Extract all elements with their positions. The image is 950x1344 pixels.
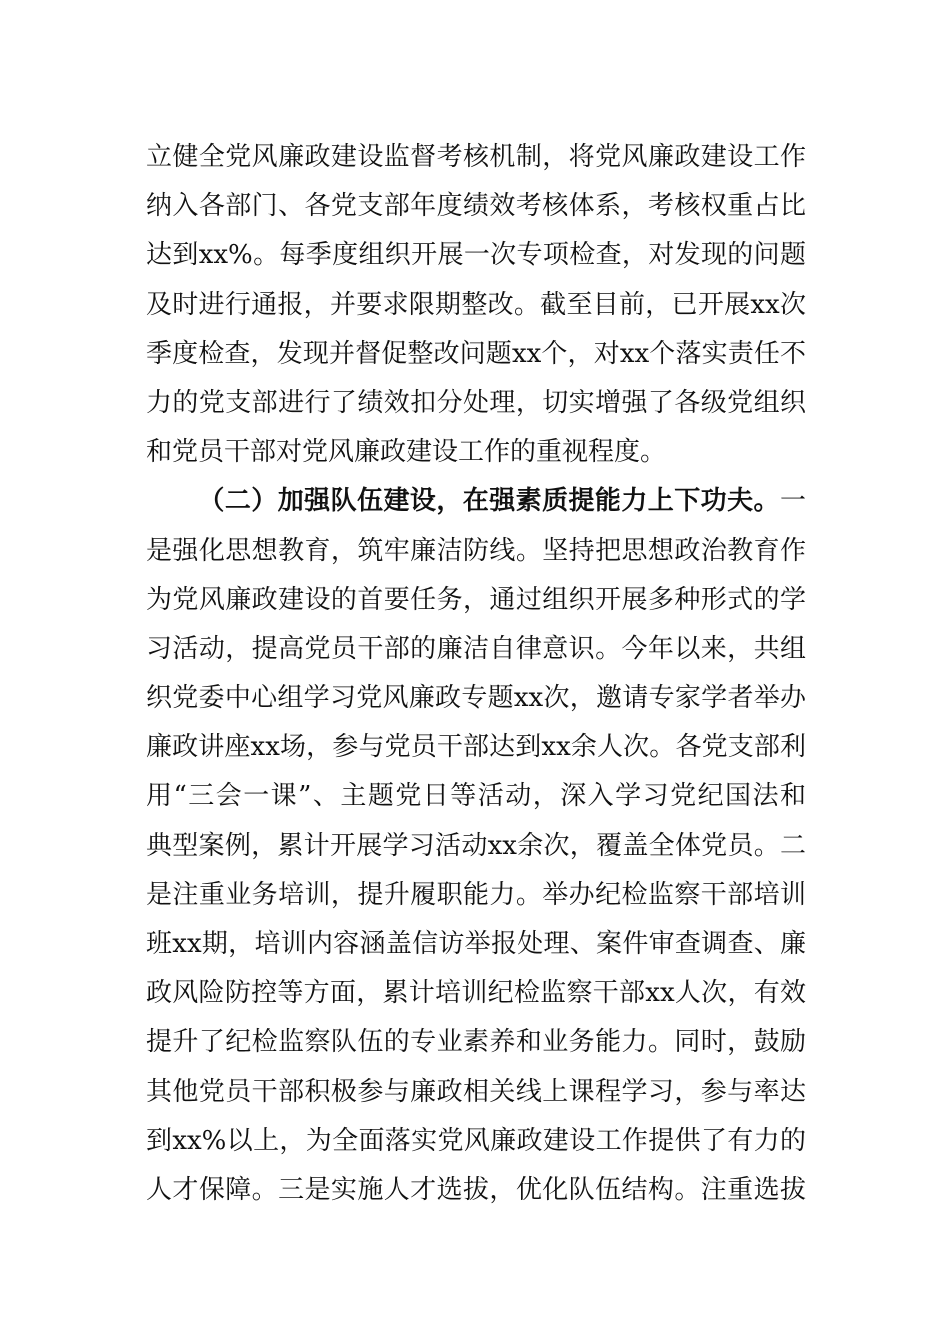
paragraph-line: 习活动，提高党员干部的廉洁自律意识。今年以来，共组 [146,633,806,664]
paragraph-line: 和党员干部对党风廉政建设工作的重视程度。 [146,437,667,468]
section-heading-tail: 一 [779,486,806,517]
paragraph-line: 政风险防控等方面，累计培训纪检监察干部xx人次，有效 [146,978,806,1009]
paragraph-line: 是注重业务培训，提升履职能力。举办纪检监察干部培训 [146,879,806,910]
paragraph-line: 季度检查，发现并督促整改问题xx个，对xx个落实责任不 [146,338,806,369]
paragraph-line: 立健全党风廉政建设监督考核机制，将党风廉政建设工作 [146,142,806,172]
section-heading-line [146,477,806,526]
paragraph-line: 廉政讲座xx场，参与党员干部达到xx余人次。各党支部利 [146,732,806,763]
paragraph-line: 典型案例，累计开展学习活动xx余次，覆盖全体党员。二 [146,830,806,861]
paragraph-line: 力的党支部进行了绩效扣分处理，切实增强了各级党组织 [146,387,806,418]
paragraph-line: 及时进行通报，并要求限期整改。截至目前，已开展xx次 [146,289,806,320]
paragraph-line: 人才保障。三是实施人才选拔，优化队伍结构。注重选拔 [146,1174,806,1205]
paragraph-assessment-mechanism [146,133,806,477]
paragraph-line: 纳入各部门、各党支部年度绩效考核体系，考核权重占比 [146,191,806,222]
section-heading: （二）加强队伍建设，在强素质提能力上下功夫。 [198,486,780,517]
paragraph-line: 达到xx%。每季度组织开展一次专项检查，对发现的问题 [146,240,806,271]
paragraph-team-building [146,477,806,1215]
paragraph-line: 其他党员干部积极参与廉政相关线上课程学习，参与率达 [146,1076,806,1107]
document-body [146,133,806,1215]
paragraph-line: 是强化思想教育，筑牢廉洁防线。坚持把思想政治教育作 [146,535,806,566]
paragraph-line: 到xx%以上，为全面落实党风廉政建设工作提供了有力的 [146,1125,806,1156]
paragraph-line: 为党风廉政建设的首要任务，通过组织开展多种形式的学 [146,584,806,615]
paragraph-line: 班xx期，培训内容涵盖信访举报处理、案件审查调查、廉 [146,929,806,959]
paragraph-line: 织党委中心组学习党风廉政专题xx次，邀请专家学者举办 [146,683,806,714]
paragraph-line: 用“三会一课”、主题党日等活动，深入学习党纪国法和 [146,781,806,812]
paragraph-line: 提升了纪检监察队伍的专业素养和业务能力。同时，鼓励 [146,1027,806,1058]
